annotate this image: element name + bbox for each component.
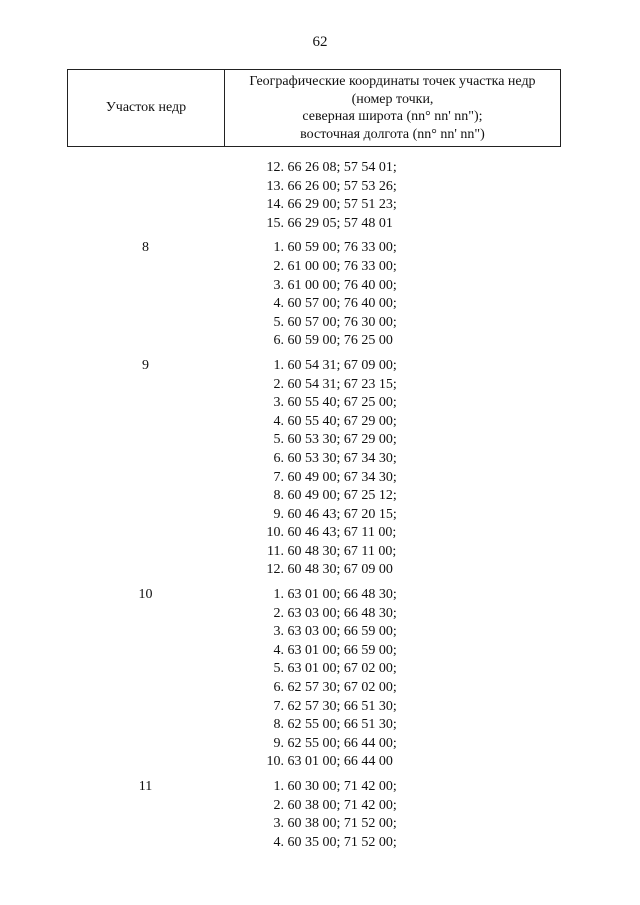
point-coordinates: 60 54 31; 67 23 15; [287, 376, 397, 392]
point-number: 5. [273, 432, 284, 448]
coordinate-point [264, 834, 561, 853]
point-coordinates: 60 46 43; 67 20 15; [287, 506, 397, 522]
point-coordinates: 60 38 00; 71 42 00; [287, 797, 397, 813]
header-coordinates-line: Географические координаты точек участка недр [249, 74, 536, 89]
coordinate-point [264, 314, 561, 333]
point-coordinates: 60 38 00; 71 52 00; [287, 816, 397, 832]
point-number: 1. [273, 587, 284, 603]
point-number: 3. [273, 624, 284, 640]
plot-number: 9 [142, 357, 149, 373]
point-coordinates: 60 46 43; 67 11 00; [287, 525, 397, 541]
point-coordinates: 63 01 00; 66 48 30; [287, 587, 397, 603]
plot-coordinates-list [224, 778, 561, 852]
coordinate-point [264, 623, 561, 642]
coordinate-point [264, 797, 561, 816]
coordinate-point [264, 469, 561, 488]
coordinate-point [264, 698, 561, 717]
point-coordinates: 60 55 40; 67 25 00; [287, 395, 397, 411]
point-number: 7. [273, 698, 284, 714]
coordinate-point [264, 487, 561, 506]
point-coordinates: 63 01 00; 66 59 00; [287, 642, 397, 658]
coordinate-point [264, 679, 561, 698]
point-number: 9. [273, 506, 284, 522]
point-number: 2. [273, 258, 284, 274]
point-coordinates: 66 26 08; 57 54 01; [287, 160, 397, 175]
plot-number [67, 159, 224, 233]
point-number: 4. [273, 642, 284, 658]
point-coordinates: 60 30 00; 71 42 00; [287, 779, 397, 794]
point-number: 4. [273, 296, 284, 312]
plot-section [67, 586, 561, 772]
plot-coordinates-list [224, 586, 561, 772]
point-coordinates: 66 29 00; 57 51 23; [287, 197, 397, 213]
point-number: 5. [273, 314, 284, 330]
plot-coordinates-list [224, 159, 561, 233]
point-number: 15. [266, 215, 284, 231]
coordinate-point [264, 450, 561, 469]
coordinate-point [264, 605, 561, 624]
coordinate-point [264, 543, 561, 562]
plot-section [67, 239, 561, 351]
point-number: 6. [273, 333, 284, 349]
point-coordinates: 63 01 00; 66 44 00 [287, 754, 393, 770]
coordinate-point [264, 277, 561, 296]
plot-section [67, 159, 561, 233]
header-coordinates-line: северная широта (nn° nn' nn"); [302, 109, 483, 124]
point-coordinates: 60 57 00; 76 30 00; [287, 314, 397, 330]
coordinate-point [264, 815, 561, 834]
point-coordinates: 62 57 30; 66 51 30; [287, 698, 397, 714]
point-coordinates: 62 55 00; 66 51 30; [287, 717, 397, 733]
coordinate-point [264, 778, 561, 797]
table-header [67, 69, 561, 147]
point-number: 6. [273, 450, 284, 466]
point-coordinates: 61 00 00; 76 33 00; [287, 258, 397, 274]
coordinate-point [264, 332, 561, 351]
coordinate-point [264, 357, 561, 376]
point-number: 12. [266, 160, 284, 175]
plot-number: 11 [138, 779, 153, 794]
coordinate-point [264, 376, 561, 395]
point-coordinates: 60 57 00; 76 40 00; [287, 296, 397, 312]
point-number: 2. [273, 605, 284, 621]
coordinates-table-body [67, 159, 561, 852]
point-number: 2. [273, 797, 284, 813]
point-number: 12. [266, 562, 284, 578]
plot-coordinates-list [224, 357, 561, 580]
plot-number: 8 [142, 240, 149, 256]
coordinate-point [264, 239, 561, 258]
point-coordinates: 60 35 00; 71 52 00; [287, 834, 397, 850]
point-number: 8. [273, 717, 284, 733]
point-number: 8. [273, 488, 284, 504]
coordinate-point [264, 524, 561, 543]
point-coordinates: 62 57 30; 67 02 00; [287, 680, 397, 696]
point-number: 14. [266, 197, 284, 213]
point-number: 11. [267, 543, 284, 559]
coordinate-point [264, 431, 561, 450]
point-coordinates: 63 01 00; 67 02 00; [287, 661, 397, 677]
coordinate-point [264, 295, 561, 314]
point-coordinates: 60 49 00; 67 25 12; [287, 488, 397, 504]
point-coordinates: 66 26 00; 57 53 26; [287, 178, 397, 194]
point-number: 6. [273, 680, 284, 696]
coordinate-point [264, 735, 561, 754]
point-coordinates: 63 03 00; 66 48 30; [287, 605, 397, 621]
point-coordinates: 60 53 30; 67 34 30; [287, 450, 397, 466]
point-number: 10. [266, 525, 284, 541]
coordinate-point [264, 178, 561, 197]
point-coordinates: 66 29 05; 57 48 01 [287, 215, 393, 231]
point-coordinates: 60 49 00; 67 34 30; [287, 469, 397, 485]
point-number: 5. [273, 661, 284, 677]
coordinate-point [264, 413, 561, 432]
header-plot-column: Участок недр [68, 70, 225, 146]
point-coordinates: 60 54 31; 67 09 00; [287, 357, 397, 373]
coordinate-point [264, 394, 561, 413]
coordinate-point [264, 159, 561, 178]
point-number: 3. [273, 277, 284, 293]
plot-section [67, 357, 561, 580]
point-number: 1. [273, 357, 284, 373]
point-number: 3. [273, 395, 284, 411]
point-coordinates: 60 53 30; 67 29 00; [287, 432, 397, 448]
header-coordinates-column [225, 70, 560, 146]
point-coordinates: 60 48 30; 67 09 00 [287, 562, 393, 578]
point-number: 13. [266, 178, 284, 194]
coordinate-point [264, 561, 561, 580]
point-coordinates: 62 55 00; 66 44 00; [287, 735, 397, 751]
point-number: 2. [273, 376, 284, 392]
point-coordinates: 60 59 00; 76 25 00 [287, 333, 393, 349]
point-number: 1. [273, 240, 284, 256]
header-coordinates-line: восточная долгота (nn° nn' nn") [300, 126, 485, 142]
plot-coordinates-list [224, 239, 561, 351]
point-number: 1. [273, 779, 284, 794]
coordinate-point [264, 642, 561, 661]
coordinate-point [264, 196, 561, 215]
coordinate-point [264, 586, 561, 605]
coordinate-point [264, 215, 561, 234]
point-number: 3. [273, 816, 284, 832]
point-number: 4. [273, 834, 284, 850]
header-coordinates-line: (номер точки, [351, 91, 434, 107]
plot-section [67, 778, 561, 852]
point-coordinates: 60 55 40; 67 29 00; [287, 413, 397, 429]
point-number: 4. [273, 413, 284, 429]
page-number: 62 [312, 34, 328, 50]
point-number: 10. [266, 754, 284, 770]
point-coordinates: 63 03 00; 66 59 00; [287, 624, 397, 640]
point-coordinates: 60 59 00; 76 33 00; [287, 240, 397, 256]
point-coordinates: 60 48 30; 67 11 00; [287, 543, 397, 559]
coordinate-point [264, 716, 561, 735]
plot-number: 10 [138, 587, 153, 603]
coordinate-point [264, 506, 561, 525]
coordinate-point [264, 258, 561, 277]
point-number: 9. [273, 735, 284, 751]
point-coordinates: 61 00 00; 76 40 00; [287, 277, 397, 293]
point-number: 7. [273, 469, 284, 485]
coordinate-point [264, 753, 561, 772]
coordinate-point [264, 660, 561, 679]
